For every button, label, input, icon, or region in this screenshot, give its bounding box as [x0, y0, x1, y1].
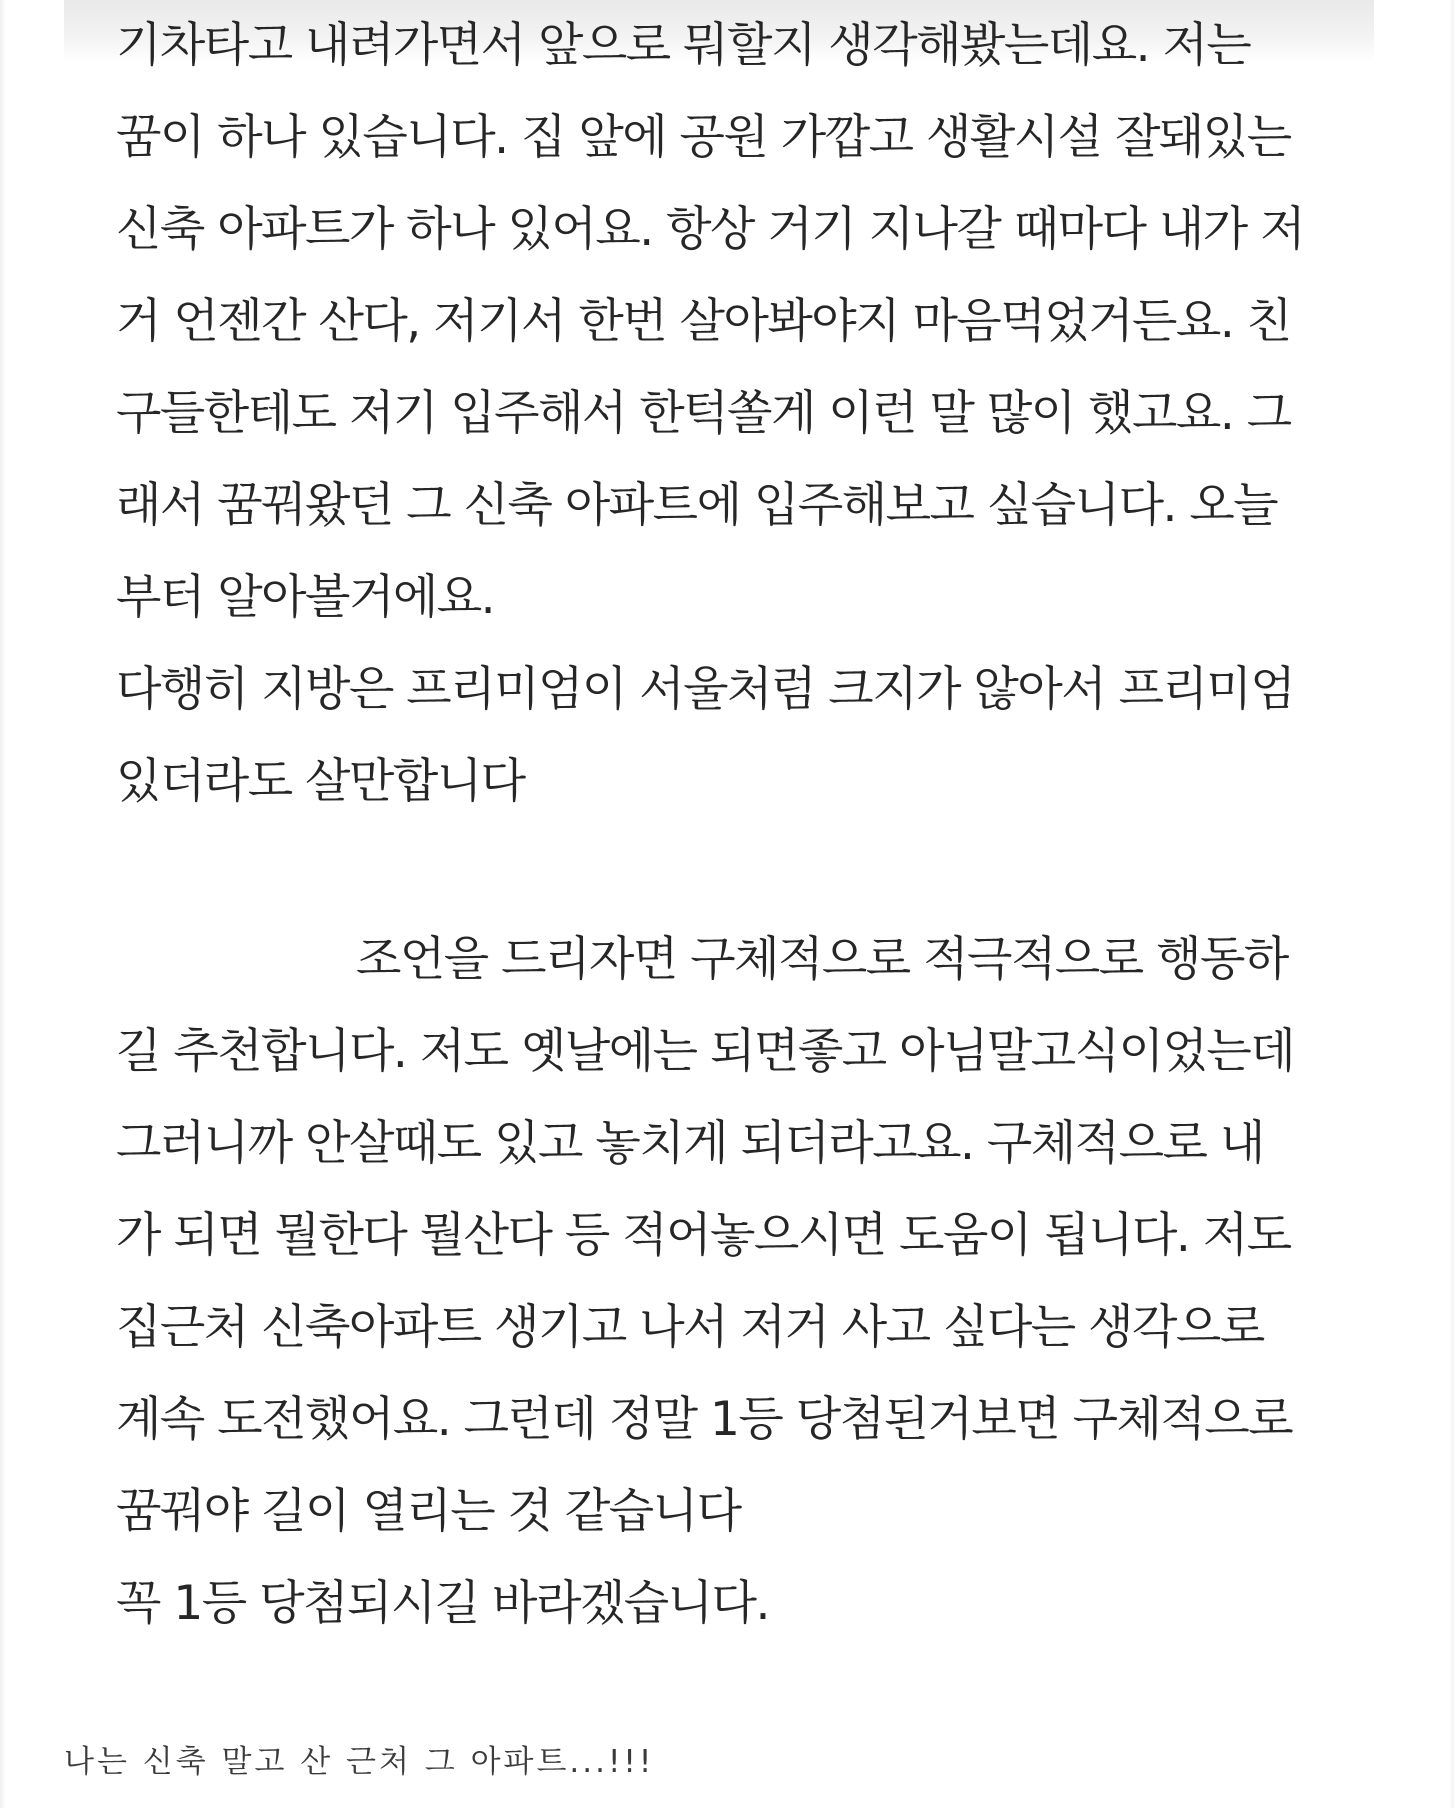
left-edge	[0, 0, 6, 1808]
text-line: 거 언젠간 산다, 저기서 한번 살아봐야지 마음먹었거든요. 친	[116, 294, 1291, 349]
image-caption: 나는 신축 말고 산 근처 그 아파트...!!!	[64, 1744, 655, 1780]
text-line: 꿈꿔야 길이 열리는 것 같습니다	[116, 1484, 741, 1539]
right-edge	[1449, 0, 1454, 1808]
text-line: 계속 도전했어요. 그런데 정말 1등 당첨된거보면 구체적으로	[116, 1392, 1293, 1447]
post-body	[116, 0, 1346, 1650]
text-line: 구들한테도 저기 입주해서 한턱쏠게 이런 말 많이 했고요. 그	[116, 386, 1291, 441]
text-line: 다행히 지방은 프리미엄이 서울처럼 크지가 않아서 프리미엄	[116, 662, 1295, 717]
text-line: 가 되면 뭘한다 뭘산다 등 적어놓으시면 도움이 됩니다. 저도	[116, 1208, 1291, 1263]
text-line: 꿈이 하나 있습니다. 집 앞에 공원 가깝고 생활시설 잘돼있는	[116, 110, 1291, 165]
paragraph-gap	[116, 828, 1346, 914]
paragraph-story	[116, 0, 1346, 828]
text-line: 기차타고 내려가면서 앞으로 뭐할지 생각해봤는데요. 저는	[116, 18, 1251, 73]
text-line: 그러니까 안살때도 있고 놓치게 되더라고요. 구체적으로 내	[116, 1116, 1264, 1171]
text-line: 집근처 신축아파트 생기고 나서 저거 사고 싶다는 생각으로	[116, 1300, 1264, 1355]
text-line: 부터 알아볼거에요.	[116, 570, 495, 625]
text-line: 래서 꿈꿔왔던 그 신축 아파트에 입주해보고 싶습니다. 오늘	[116, 478, 1278, 533]
text-line: 조언을 드리자면 구체적으로 적극적으로 행동하	[356, 932, 1288, 987]
paragraph-advice	[116, 914, 1346, 1650]
text-line: 있더라도 살만합니다	[116, 754, 525, 809]
text-line: 길 추천합니다. 저도 옛날에는 되면좋고 아님말고식이었는데	[116, 1024, 1295, 1079]
text-line: 꼭 1등 당첨되시길 바라겠습니다.	[116, 1576, 769, 1631]
text-line: 신축 아파트가 하나 있어요. 항상 거기 지나갈 때마다 내가 저	[116, 202, 1305, 257]
